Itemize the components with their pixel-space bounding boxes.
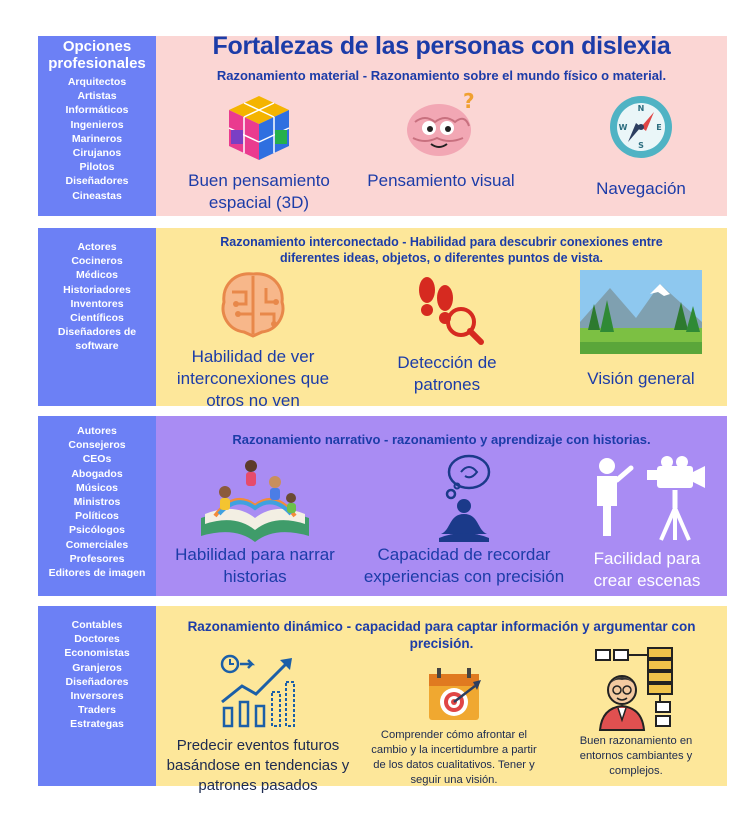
- footprints-magnifier-icon: [407, 268, 487, 348]
- profession-item: Traders: [78, 704, 116, 717]
- profession-item: Arquitectos: [67, 76, 127, 88]
- strength-interconnections: [168, 268, 338, 412]
- video-camera-presenter-icon: [587, 454, 707, 544]
- profession-item: Ingenieros: [70, 118, 124, 131]
- section-heading: Razonamiento dinámico - capacidad para captar información y argumentar con precisión.: [187, 619, 696, 651]
- strength-predict: [160, 652, 356, 796]
- strength-label: Habilidad de ver interconexiones que otros no ven: [176, 347, 330, 410]
- section-content: [156, 416, 727, 596]
- profession-item: Historiadores: [63, 283, 131, 296]
- compass-letter: W: [618, 123, 628, 132]
- section-heading: Razonamiento material - Razonamiento sobre el mundo físico o material.: [216, 68, 667, 83]
- profession-item: Psicólogos: [68, 524, 125, 537]
- compass-letter: N: [637, 104, 645, 113]
- section-heading: Razonamiento narrativo - razonamiento y aprendizaje con historias.: [232, 432, 651, 447]
- profession-item: Diseñadores: [65, 675, 129, 688]
- compass-icon: [608, 94, 674, 160]
- profession-list: [38, 75, 156, 203]
- section-narrative: [38, 416, 727, 596]
- profession-item: Informáticos: [65, 104, 129, 117]
- section-content: [156, 606, 727, 794]
- thinking-brain-icon: [401, 90, 481, 164]
- profession-item: Artistas: [77, 90, 117, 103]
- strength-label: Predecir eventos futuros basándose en tendencias y patrones pasados: [166, 737, 350, 794]
- strength-visual-thinking: [366, 90, 516, 192]
- professions-sidebar: [38, 36, 156, 216]
- strength-navigation: [566, 94, 716, 200]
- brain-network-icon: [214, 268, 292, 342]
- professions-sidebar: [38, 416, 156, 596]
- profession-item: Músicos: [75, 481, 118, 494]
- strength-recall: [354, 450, 574, 588]
- growth-chart-icon: [216, 652, 300, 728]
- landscape-icon: [580, 270, 702, 354]
- profession-item: Contables: [71, 619, 123, 631]
- page-title: Fortalezas de las personas con dislexia: [212, 32, 671, 60]
- section-interconnected: [38, 228, 727, 410]
- man-flowchart-icon: [592, 646, 680, 732]
- profession-item: Cocineros: [71, 255, 123, 268]
- strength-uncertainty: [366, 664, 542, 788]
- profession-item: Ministros: [73, 496, 121, 509]
- profession-item: Diseñadores de software: [57, 326, 137, 353]
- profession-item: Diseñadores: [65, 175, 129, 188]
- profession-item: Editores de imagen: [48, 567, 146, 580]
- profession-list: [38, 618, 156, 732]
- strength-label: Navegación: [596, 179, 686, 198]
- profession-item: Cirujanos: [72, 147, 122, 160]
- profession-item: Doctores: [74, 633, 120, 646]
- svg-text:?: ?: [463, 90, 475, 113]
- profession-item: Científicos: [70, 312, 124, 325]
- profession-item: Médicos: [75, 269, 118, 282]
- strength-complex-environments: [556, 646, 716, 779]
- strength-big-picture: [561, 270, 721, 390]
- compass-letter: E: [656, 123, 662, 132]
- profession-item: Profesores: [69, 552, 125, 565]
- compass-letter: S: [638, 141, 644, 150]
- profession-item: Marineros: [71, 132, 123, 145]
- strength-label: Buen pensamiento espacial (3D): [188, 171, 330, 212]
- profession-item: Comerciales: [65, 538, 129, 551]
- profession-item: Economistas: [64, 647, 130, 660]
- meditating-person-icon: [419, 450, 509, 546]
- strength-label: Visión general: [587, 369, 695, 388]
- puzzle-cube-icon: [219, 90, 299, 164]
- section-heading: Razonamiento interconectado - Habilidad para descubrir conexiones entre diferentes ideas, objetos, o diferentes puntos de vista.: [220, 235, 663, 265]
- profession-item: Consejeros: [68, 439, 126, 452]
- profession-item: Inversores: [70, 690, 124, 703]
- section-dynamic: [38, 606, 727, 794]
- strength-storytelling: [160, 452, 350, 588]
- strength-pattern-detection: [372, 268, 522, 396]
- profession-item: Pilotos: [79, 161, 115, 174]
- strength-label: Habilidad para narrar historias: [175, 545, 335, 586]
- strength-label: Buen razonamiento en entornos cambiantes y complejos.: [579, 735, 693, 777]
- profession-item: Actores: [77, 241, 117, 253]
- section-content: [156, 228, 727, 410]
- calendar-target-icon: [423, 664, 485, 724]
- strength-label: Pensamiento visual: [367, 171, 515, 190]
- sidebar-heading: Opciones profesionales: [48, 38, 146, 72]
- strength-label: Capacidad de recordar experiencias con precisión: [363, 545, 565, 586]
- profession-item: Políticos: [75, 510, 119, 523]
- strength-label: Facilidad para crear escenas: [593, 549, 701, 590]
- strength-scenes: [572, 454, 722, 592]
- section-material: [38, 32, 727, 216]
- strength-label: Comprender cómo afrontar el cambio y la incertidumbre a partir de los datos cualitativos. Tener y seguir una visión.: [371, 729, 537, 786]
- profession-item: Cineastas: [72, 189, 122, 202]
- profession-item: Autores: [77, 425, 117, 437]
- profession-item: Abogados: [71, 467, 123, 480]
- strength-spatial: [174, 90, 344, 214]
- profession-item: Inventores: [70, 297, 124, 310]
- section-content: [156, 32, 727, 216]
- storybook-children-icon: [195, 452, 315, 544]
- profession-list: [38, 424, 156, 580]
- professions-sidebar: [38, 606, 156, 786]
- profession-item: Estrategas: [70, 718, 124, 731]
- strength-label: Detección de patrones: [397, 353, 497, 394]
- profession-list: [38, 240, 156, 354]
- professions-sidebar: [38, 228, 156, 406]
- profession-item: CEOs: [82, 453, 112, 466]
- profession-item: Granjeros: [72, 661, 122, 674]
